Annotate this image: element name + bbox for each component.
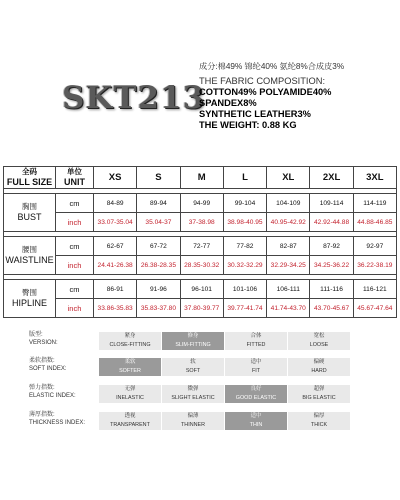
- header-size-s: S: [137, 167, 180, 189]
- table-row: [4, 280, 397, 299]
- inch-value: 30.32-32.29: [223, 256, 266, 275]
- attribute-label-en: VERSION:: [29, 339, 58, 346]
- composition-line-1: COTTON49% POLYAMIDE40%: [199, 87, 332, 97]
- option-en: TRANSPARENT: [110, 421, 150, 428]
- attribute-label: [29, 358, 89, 373]
- cm-value: 92-97: [353, 237, 396, 256]
- attribute-option: [162, 385, 224, 403]
- cm-value: 96-101: [180, 280, 223, 299]
- cm-value: 104-109: [267, 194, 310, 213]
- header-label-cn: 全码: [22, 167, 37, 176]
- cm-value: 106-111: [267, 280, 310, 299]
- table-row: [4, 213, 397, 232]
- cm-value: 91-96: [137, 280, 180, 299]
- attribute-label: [29, 385, 89, 400]
- inch-value: 43.70-45.67: [310, 299, 353, 318]
- inch-value: 26.38-28.35: [137, 256, 180, 275]
- attribute-option-selected: [162, 332, 224, 350]
- option-cn: 修身: [187, 333, 199, 339]
- option-en: GOOD ELASTIC: [235, 394, 277, 401]
- option-en: FIT: [251, 367, 261, 374]
- inch-value: 41.74-43.70: [267, 299, 310, 318]
- option-cn: 宽松: [313, 333, 325, 339]
- composition-title: THE FABRIC COMPOSITION:: [199, 76, 326, 86]
- header-label-en: FULL SIZE: [6, 177, 53, 187]
- attribute-row: [0, 383, 400, 407]
- option-cn: 偏厚: [313, 413, 325, 419]
- inch-value: 38.98-40.95: [223, 213, 266, 232]
- attribute-label: [29, 412, 89, 427]
- option-en: THINNER: [181, 421, 205, 428]
- cm-value: 87-92: [310, 237, 353, 256]
- inch-value: 42.92-44.88: [310, 213, 353, 232]
- attribute-option: [225, 358, 287, 376]
- inch-value: 33.07-35.04: [94, 213, 137, 232]
- inch-value: 35.83-37.80: [137, 299, 180, 318]
- option-en: LOOSE: [309, 341, 329, 348]
- cm-value: 89-94: [137, 194, 180, 213]
- option-en: SLIM-FITTING: [175, 341, 211, 348]
- attribute-option: [288, 385, 350, 403]
- size-table: [3, 166, 397, 318]
- inch-value: 35.04-37: [137, 213, 180, 232]
- table-row: [4, 299, 397, 318]
- cm-value: 72-77: [180, 237, 223, 256]
- attribute-label-cn: 版型:: [29, 332, 43, 338]
- attribute-label-en: SOFT INDEX:: [29, 365, 67, 372]
- unit-cm: cm: [56, 194, 94, 213]
- attribute-option: [288, 358, 350, 376]
- measure-label: [4, 194, 56, 232]
- fabric-composition: [199, 61, 399, 131]
- option-en: SLIGHT ELASTIC: [171, 394, 215, 401]
- measure-label-en: HIPLINE: [11, 298, 47, 308]
- option-cn: 微弹: [187, 386, 199, 392]
- unit-inch: inch: [56, 256, 94, 275]
- header-size-3xl: 3XL: [353, 167, 396, 189]
- attribute-option-selected: [225, 385, 287, 403]
- cm-value: 84-89: [94, 194, 137, 213]
- option-en: BIG ELASTIC: [302, 394, 336, 401]
- fabric-weight: THE WEIGHT: 0.88 KG: [199, 120, 297, 130]
- cm-value: 111-116: [310, 280, 353, 299]
- cm-value: 101-106: [223, 280, 266, 299]
- measure-label-en: BUST: [17, 212, 42, 222]
- cm-value: 99-104: [223, 194, 266, 213]
- attribute-option: [99, 385, 161, 403]
- header-size-2xl: 2XL: [310, 167, 353, 189]
- option-en: INELASTIC: [116, 394, 144, 401]
- attribute-label-cn: 薄厚指数:: [29, 412, 55, 418]
- inch-value: 33.86-35.83: [94, 299, 137, 318]
- unit-cm: cm: [56, 280, 94, 299]
- header-size-label: [4, 167, 56, 189]
- option-cn: 偏薄: [187, 413, 199, 419]
- attribute-option: [99, 412, 161, 430]
- inch-value: 40.95-42.92: [267, 213, 310, 232]
- option-cn: 良好: [250, 386, 262, 392]
- inch-value: 28.35-30.32: [180, 256, 223, 275]
- cm-value: 77-82: [223, 237, 266, 256]
- attribute-label-cn: 柔软指数:: [29, 358, 55, 364]
- table-header-row: [4, 167, 397, 189]
- attribute-option: [288, 332, 350, 350]
- inch-value: 39.77-41.74: [223, 299, 266, 318]
- unit-inch: inch: [56, 299, 94, 318]
- header-unit-en: UNIT: [64, 177, 85, 187]
- table-row: [4, 237, 397, 256]
- attribute-option: [225, 332, 287, 350]
- cm-value: 94-99: [180, 194, 223, 213]
- cm-value: 82-87: [267, 237, 310, 256]
- inch-value: 37-38.98: [180, 213, 223, 232]
- option-cn: 合体: [250, 333, 262, 339]
- header-unit-label: [56, 167, 94, 189]
- measure-label-cn: 臀围: [22, 288, 37, 297]
- header-size-xs: XS: [94, 167, 137, 189]
- measure-label: [4, 280, 56, 318]
- table-row: [4, 256, 397, 275]
- attribute-row: [0, 356, 400, 380]
- attribute-option: [162, 412, 224, 430]
- composition-cn: 成分:棉49% 锦纶40% 氨纶8%合成皮3%: [199, 62, 345, 71]
- attribute-label-en: ELASTIC INDEX:: [29, 392, 76, 399]
- measure-label-cn: 胸围: [22, 202, 37, 211]
- cm-value: 67-72: [137, 237, 180, 256]
- inch-value: 45.67-47.64: [353, 299, 396, 318]
- product-sku: SKT213: [62, 80, 206, 116]
- attribute-option: [99, 332, 161, 350]
- cm-value: 62-67: [94, 237, 137, 256]
- composition-line-3: SYNTHETIC LEATHER3%: [199, 109, 311, 119]
- measure-label-cn: 腰围: [22, 245, 37, 254]
- option-en: SOFTER: [119, 367, 141, 374]
- unit-inch: inch: [56, 213, 94, 232]
- header-size-l: L: [223, 167, 266, 189]
- option-en: SOFT: [185, 367, 201, 374]
- option-en: CLOSE-FITTING: [109, 341, 151, 348]
- measure-label-en: WAISTLINE: [5, 255, 54, 265]
- attribute-label-en: THICKNESS INDEX:: [29, 419, 86, 426]
- attribute-option-selected: [99, 358, 161, 376]
- measure-label: [4, 237, 56, 275]
- cm-value: 109-114: [310, 194, 353, 213]
- attribute-row: [0, 330, 400, 354]
- attribute-option-selected: [225, 412, 287, 430]
- option-en: HARD: [311, 367, 327, 374]
- inch-value: 36.22-38.19: [353, 256, 396, 275]
- option-cn: 超弹: [313, 386, 325, 392]
- option-cn: 软: [190, 359, 196, 365]
- attribute-row: [0, 410, 400, 434]
- option-cn: 偏硬: [313, 359, 325, 365]
- inch-value: 32.29-34.25: [267, 256, 310, 275]
- inch-value: 34.25-36.22: [310, 256, 353, 275]
- attribute-label: [29, 332, 89, 347]
- option-cn: 透视: [124, 413, 136, 419]
- header-size-m: M: [180, 167, 223, 189]
- option-cn: 柔软: [124, 359, 136, 365]
- attribute-label-cn: 弹力指数:: [29, 385, 55, 391]
- table-row: [4, 194, 397, 213]
- cm-value: 86-91: [94, 280, 137, 299]
- option-cn: 适中: [250, 413, 262, 419]
- option-en: THIN: [249, 421, 263, 428]
- unit-cm: cm: [56, 237, 94, 256]
- option-en: THICK: [310, 421, 328, 428]
- inch-value: 37.80-39.77: [180, 299, 223, 318]
- attribute-option: [288, 412, 350, 430]
- option-cn: 紧身: [124, 333, 136, 339]
- inch-value: 24.41-26.38: [94, 256, 137, 275]
- composition-line-2: SPANDEX8%: [199, 98, 257, 108]
- cm-value: 114-119: [353, 194, 396, 213]
- cm-value: 116-121: [353, 280, 396, 299]
- inch-value: 44.88-46.85: [353, 213, 396, 232]
- header-unit-cn: 单位: [67, 167, 82, 176]
- option-cn: 适中: [250, 359, 262, 365]
- header-size-xl: XL: [267, 167, 310, 189]
- option-en: FITTED: [246, 341, 266, 348]
- attribute-option: [162, 358, 224, 376]
- option-cn: 无弹: [124, 386, 136, 392]
